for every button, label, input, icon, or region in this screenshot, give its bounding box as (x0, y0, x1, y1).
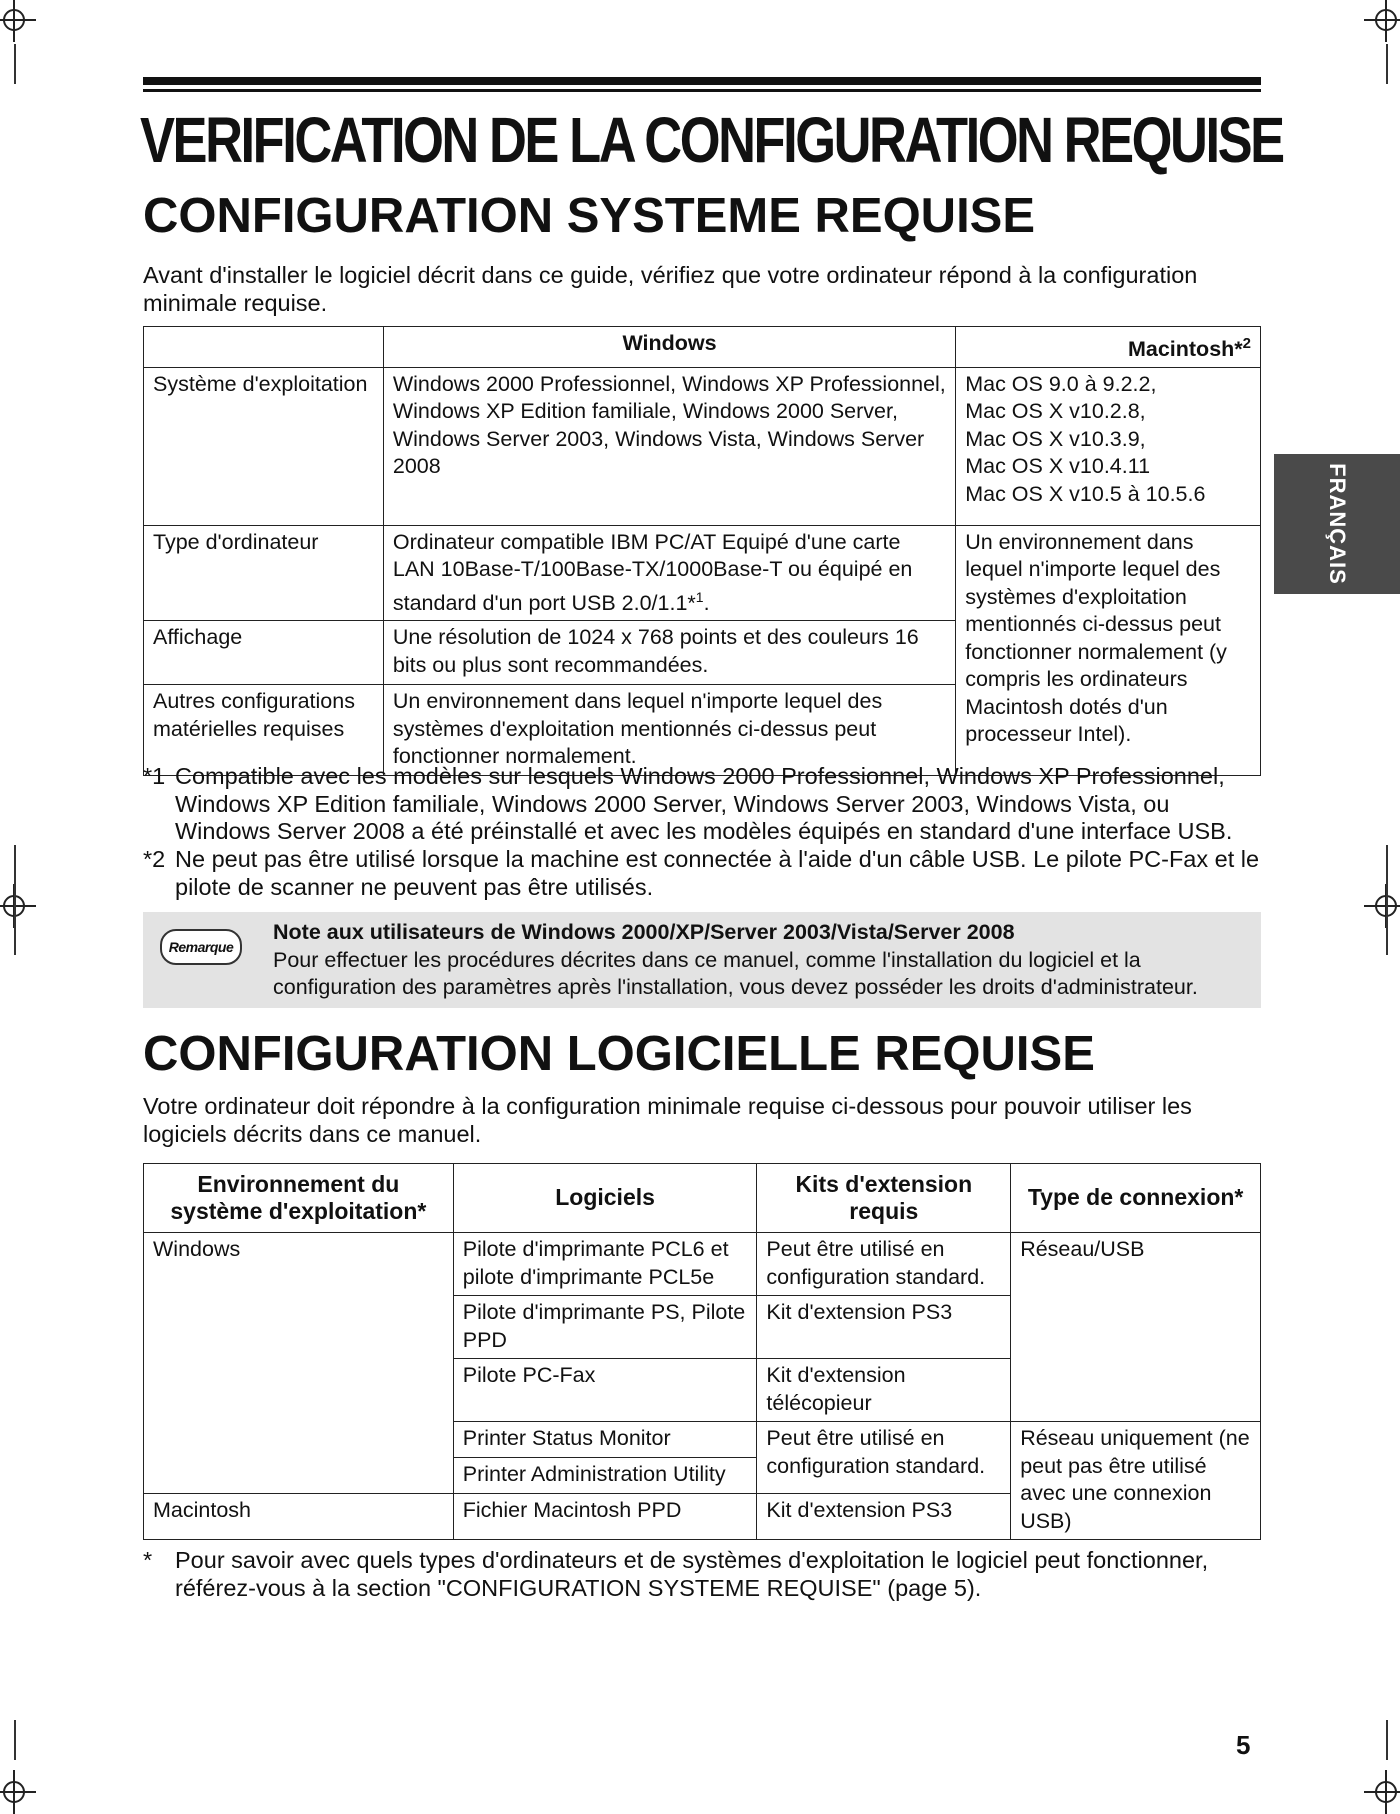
column-header-macintosh: Macintosh*$^2$ (956, 327, 1261, 368)
footnote-1: *1 Compatible avec les modèles sur lesquels Windows 2000 Professionnel, Windows XP Professionnel, Windows XP Edition familiale, Windows 2000 Server, Windows Server 2003, Windows Vista, ou Windows Server 2008 a été préinstallé et avec les modèles équipés en standard d'une interface USB. (143, 763, 1233, 844)
crop-mark (14, 845, 16, 955)
language-tab-label: FRANÇAIS (1325, 463, 1350, 585)
cell-hardware-mac: Un environnement dans lequel n'importe lequel des systèmes d'exploitation mentionnés ci-dessus peut fonctionner normalement (y compris les ordinateurs Macintosh dotés d'un processeur Intel). (956, 525, 1261, 776)
software-footnote: * Pour savoir avec quels types d'ordinateurs et de systèmes d'exploitation le logiciel peut fonctionner, référez-vous à la section "CONFIGURATION SYSTEME REQUISE" (page 5). (143, 1547, 1209, 1601)
registration-mark-mid-right (1364, 884, 1400, 928)
cell-kit-ps: Kit d'extension PS3 (757, 1296, 1011, 1359)
system-requirements-heading: CONFIGURATION SYSTEME REQUISE (143, 189, 1036, 243)
cell-software-admin-utility: Printer Administration Utility (453, 1458, 757, 1494)
cell-connection-network-only: Réseau uniquement (ne peut pas être utilisé avec une connexion USB) (1011, 1422, 1261, 1540)
cell-connection-network-usb: Réseau/USB (1011, 1233, 1261, 1422)
system-requirements-intro: Avant d'installer le logiciel décrit dans ce guide, vérifiez que votre ordinateur répond à la configuration minimale requise. (143, 262, 1198, 316)
cell-kit-fax: Kit d'extension télécopieur (757, 1359, 1011, 1422)
cell-computer-type-windows: Ordinateur compatible IBM PC/AT Equipé d'une carte LAN 10Base-T/100Base-TX/1000Base-T ou équipé en standard d'un port USB 2.0/1.1*$^1$. (383, 525, 955, 621)
column-header-windows: Windows (383, 327, 955, 368)
column-header-os-environment: Environnement du système d'exploitation* (144, 1164, 454, 1233)
crop-mark (1386, 44, 1388, 84)
cell-os-windows: Windows 2000 Professionnel, Windows XP Professionnel, Windows XP Edition familiale, Windows 2000 Server, Windows Server 2003, Windows Vista, Windows Server 2008 (383, 367, 955, 525)
language-tab (1274, 454, 1400, 594)
header-rule-thick (143, 77, 1261, 85)
crop-mark (14, 1720, 16, 1760)
table-header-empty (144, 327, 384, 368)
cell-software-pc-fax: Pilote PC-Fax (453, 1359, 757, 1422)
registration-mark-top-left (0, 0, 36, 42)
column-header-connection-type: Type de connexion* (1011, 1164, 1261, 1233)
cell-software-status-monitor: Printer Status Monitor (453, 1422, 757, 1458)
software-requirements-intro: Votre ordinateur doit répondre à la configuration minimale requise ci-dessous pour pouvoir utiliser les logiciels décrits dans ce manuel. (143, 1093, 1192, 1147)
cell-env-windows: Windows (144, 1233, 454, 1494)
cell-display-windows: Une résolution de 1024 x 768 points et des couleurs 16 bits ou plus sont recommandées. (383, 621, 955, 685)
crop-mark (1386, 845, 1388, 955)
note-title: Note aux utilisateurs de Windows 2000/XP/Server 2003/Vista/Server 2008 (273, 920, 1015, 944)
row-label-os: Système d'exploitation (144, 367, 384, 525)
header-rule-thin (143, 89, 1261, 92)
crop-mark (1386, 1720, 1388, 1760)
row-label-other-hardware: Autres configurations matérielles requises (144, 685, 384, 776)
note-badge-icon: Remarque (160, 929, 242, 965)
registration-mark-bottom-left (0, 1770, 36, 1814)
row-label-display: Affichage (144, 621, 384, 685)
cell-software-pcl: Pilote d'imprimante PCL6 et pilote d'imprimante PCL5e (453, 1233, 757, 1296)
cell-kit-mac-ppd: Kit d'extension PS3 (757, 1494, 1011, 1540)
column-header-expansion-kits: Kits d'extension requis (757, 1164, 1011, 1233)
note-body: Pour effectuer les procédures décrites dans ce manuel, comme l'installation du logiciel et la configuration des paramètres après l'installation, vous devez posséder les droits d'administrateur. (273, 948, 1198, 999)
registration-mark-top-right (1364, 0, 1400, 42)
cell-env-macintosh: Macintosh (144, 1494, 454, 1540)
cell-software-mac-ppd: Fichier Macintosh PPD (453, 1494, 757, 1540)
note-box (143, 912, 1261, 1008)
registration-mark-mid-left (0, 884, 36, 928)
cell-os-mac: Mac OS 9.0 à 9.2.2, Mac OS X v10.2.8, Mac OS X v10.3.9, Mac OS X v10.4.11 Mac OS X v10.5 à 10.5.6 (956, 367, 1261, 525)
crop-mark (14, 44, 16, 84)
row-label-computer-type: Type d'ordinateur (144, 525, 384, 621)
cell-other-hardware-windows: Un environnement dans lequel n'importe lequel des systèmes d'exploitation mentionnés ci-dessus peut fonctionner normalement. (383, 685, 955, 776)
cell-kit-status-admin: Peut être utilisé en configuration standard. (757, 1422, 1011, 1494)
cell-software-ps: Pilote d'imprimante PS, Pilote PPD (453, 1296, 757, 1359)
cell-kit-pcl: Peut être utilisé en configuration standard. (757, 1233, 1011, 1296)
page-number: 5 (1236, 1730, 1251, 1760)
footnote-2: *2 Ne peut pas être utilisé lorsque la machine est connectée à l'aide d'un câble USB. Le pilote PC-Fax et le pilote de scanner ne peuvent pas être utilisés. (143, 846, 1260, 900)
registration-mark-bottom-right (1364, 1770, 1400, 1814)
system-requirements-table (143, 326, 1261, 776)
page-title: VERIFICATION DE LA CONFIGURATION REQUISE (140, 104, 1283, 176)
software-requirements-heading: CONFIGURATION LOGICIELLE REQUISE (143, 1027, 1095, 1081)
column-header-software: Logiciels (453, 1164, 757, 1233)
software-requirements-table (143, 1163, 1261, 1540)
